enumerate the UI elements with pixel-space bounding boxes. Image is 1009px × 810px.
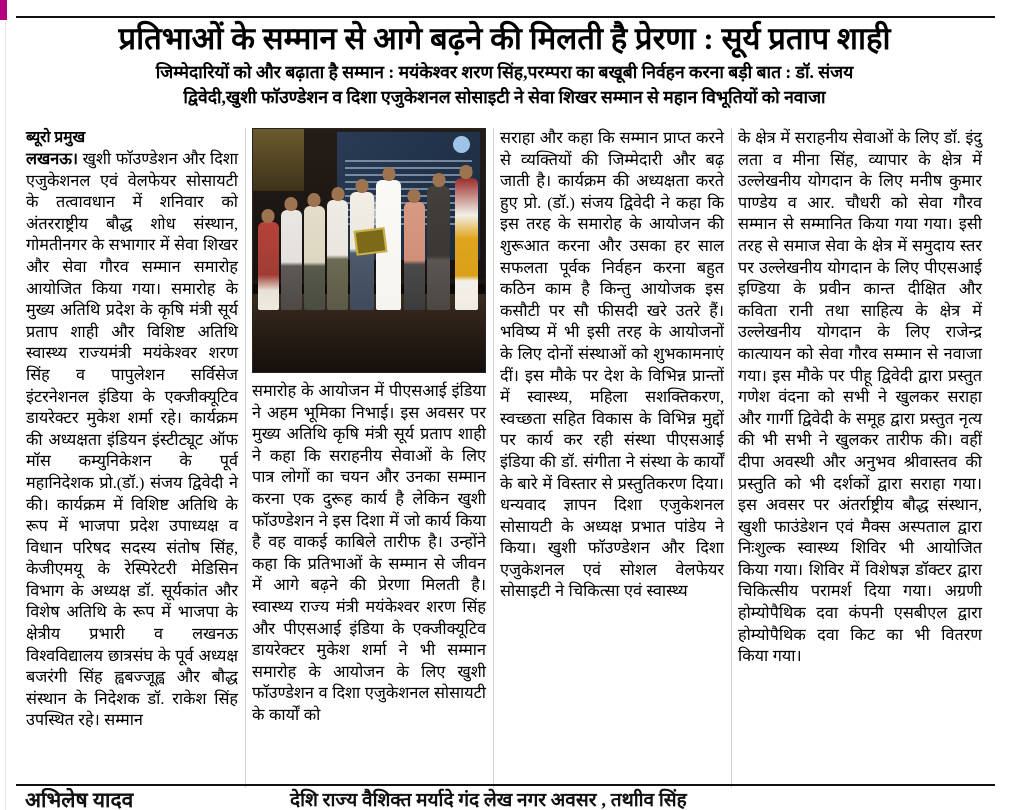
award-plaque [354,227,388,256]
subheadline-line-2: द्विवेदी,खुशी फाॅउण्डेशन व दिशा एजुकेशनल सोसाइटी ने सेवा शिखर सम्मान से महान विभूतियों को नवाजा [183,87,826,107]
banner-logo-icon [453,136,470,153]
page-left-margin [0,20,6,810]
photo-person-1 [258,222,279,310]
photo-person-2 [281,210,302,310]
photo-person-6-head [382,167,395,181]
page-edge-color-strip [0,0,7,20]
next-article-byline: अभिलेष यादव [25,788,134,810]
top-divider-rule [16,16,995,18]
column-1-body [26,149,238,732]
photo-person-8-head [432,173,445,187]
next-article-headline: देशि राज्य वैशिक्त मर्यादे गंद लेख नगर अवसर , तथाीव सिंह [290,790,687,810]
photo-left-wall-panel [253,129,304,191]
photo-person-9 [455,178,478,310]
column-1-text: खुशी फाॅउण्डेशन और दिशा एजुकेशनल एवं वेलफेयर सोसायटी के तत्वावधान में शनिवार को अंतरराष्ट्रीय बौद्ध शोध संस्थान, गोमतीनगर के सभागार में सेवा शिखर और सेवा गौरव सम्मान समारोह आयोजित किया गया। समारोह के मुख्य अतिथि प्रदेश के कृषि मंत्री सूर्य प्रताप शाही और विशिष्ट अतिथि स्वास्थ्य राज्यमंत्री मयंकेश्वर शरण सिंह व पापुलेशन सर्विसेज इंटरनेशनल इंडिया के एक्जीक्यूटिव डायरेक्टर मुकेश शर्मा रहे। कार्यक्रम की अध्यक्षता इंडियन इंस्टीट्यूट ऑफ मॉस कम्युनिकेशन के पूर्व महानिदेशक प्रो.(डॉ.) संजय द्विवेदी ने की। कार्यक्रम में विशिष्ट अतिथि के रूप में भाजपा प्रदेश उपाध्यक्ष व विधान परिषद सदस्य संतोष सिंह, केजीएमयू के रेस्पिरेटरी मेडिसिन विभाग के अध्यक्ष डॉ. सूर्यकांत और विशेष अतिथि के रूप में भाजपा के क्षेत्रीय प्रभारी व लखनऊ विश्वविद्यालय छात्रसंघ के पूर्व अध्यक्ष बजरंगी सिंह ह्वबज्जूह्व और बौद्ध संस्थान के निदेशक डॉ. राकेश सिंह उपस्थित रहे। सम्मान [26,150,239,730]
article-column-3 [493,128,731,788]
subheadline-line-1: जिम्मेदारियों को और बढ़ाता है सम्मान : मयंकेश्वर शरण सिंह,परम्परा का बखूबी निर्वहन करना बड़ी बात : डॉ. संजय [155,62,854,82]
dateline: लखनऊ। [26,150,79,168]
photo-person-7 [404,202,425,310]
event-photo [252,128,486,373]
bottom-divider-rule [16,784,995,786]
photo-person-7-head [408,189,421,203]
photo-person-9-head [460,165,473,179]
photo-person-3-head [308,193,321,207]
article-column-1 [20,128,245,788]
article-column-2 [245,128,493,788]
photo-person-3 [304,206,325,310]
column-4-body: के क्षेत्र में सराहनीय सेवाओं के लिए डॉ. इंदु लता व मीना सिंह, व्यापार के क्षेत्र में उल्लेखनीय योगदान के लिए मनीष कुमार पाण्डेय व आर. चौधरी को सेवा गौरव सम्मान से सम्मानित किया गया गया। इसी तरह से समाज सेवा के क्षेत्र में समुदाय स्तर पर उल्लेखनीय योगदान के लिए पीएसआई इण्डिया के प्रवीन कान्त दीक्षित और कविता रानी तथा साहित्य के क्षेत्र में उल्लेखनीय योगदान के लिए राजेन्द्र कात्यायन को सेवा गौरव सम्मान से नवाजा गया। इस मौके पर पीहू द्विवेदी द्वारा प्रस्तुत गणेश वंदना को सभी ने खुलकर सराहा और गार्गी द्विवेदी के समूह द्वारा प्रस्तुत नृत्य की भी सभी ने खुलकर तारीफ की। वहीं दीपा अवस्थी और अनुभव श्रीवास्तव की प्रस्तुति को भी दर्शकों द्वारा सराहा गया। इस अवसर पर अंतर्राष्ट्रीय बौद्ध संस्थान, खुशी फाउंडेशन एवं मैक्स अस्पताल द्वारा निःशुल्क स्वास्थ्य शिविर भी आयोजित किया गया। शिविर में विशेषज्ञ डॉक्टर द्वारा चिकित्सीय परामर्श दिया गया। अग्रणी होम्योपैथिक दवा कंपनी एसबीएल द्वारा होम्योपैथिक दवा किट का भी वितरण किया गया। [738,129,982,666]
photo-person-4 [327,200,348,310]
next-article-teaser [20,788,989,810]
photo-person-4-head [331,187,344,201]
photo-person-1-head [262,209,275,223]
article-subheadline [40,60,969,110]
article-columns [20,128,989,788]
reporter-byline: ब्यूरो प्रमुख [26,129,86,146]
column-2-body: समारोह के आयोजन में पीएसआई इंडिया ने अहम भूमिका निभाई। इस अवसर पर मुख्य अतिथि कृषि मंत्री सूर्य प्रताप शाही ने कहा कि सराहनीय सेवाओं के लिए पात्र लोगों का चयन और उनका सम्मान करना एक दुरूह कार्य है लेकिन खुशी फाॅउण्डेशन ने इस दिशा में जो कार्य किया है वह वाकई काबिले तारीफ है। उन्होंने कहा कि प्रतिभाओं के सम्मान से जीवन में आगे बढ़ने की प्रेरणा मिलती है। स्वास्थ्य राज्य मंत्री मयंकेश्वर शरण सिंह और पीएसआई इंडिया के एक्जीक्यूटिव डायरेक्टर मुकेश शर्मा ने भी सम्मान समारोह के आयोजन के लिए खुशी फाॅउण्डेशन व दिशा एजुकेशनल सोसायटी के कार्यों को [252,382,486,724]
photo-person-5-head [356,179,369,193]
article-headline: प्रतिभाओं के सम्मान से आगे बढ़ने की मिलती है प्रेरणा : सूर्य प्रताप शाही [118,21,891,56]
photo-person-2-head [285,197,298,211]
column-3-body: सराहा और कहा कि सम्मान प्राप्त करने से व्यक्तियों की जिम्मेदारी और बढ़ जाती है। कार्यक्रम की अध्यक्षता करते हुए प्रो. (डॉ.) संजय द्विवेदी ने कहा कि इस तरह के समारोह के आयोजन की शुरूआत करना और उसका हर साल सफलता पूर्वक निर्वहन करना बहुत कठिन काम है किन्तु आयोजक इस कसौटी पर सौ फीसदी खरे उतरे हैं। भविष्य में भी इसी तरह के आयोजनों के लिए दोनों संस्थाओं को शुभकामनाएं दीं। इस मौके पर देश के विभिन्न प्रान्तों में स्वास्थ्य, महिला सशक्तिकरण, स्वच्छता सहित विकास के विभिन्न मुद्दों पर कार्य कर रही संस्था पीएसआई इंडिया की डॉ. संगीता ने संस्था के कार्यों के बारे में विस्तार से प्रस्तुतिकरण दिया। धन्यवाद ज्ञापन दिशा एजुकेशनल सोसायटी के अध्यक्ष प्रभात पांडेय ने किया। खुशी फाॅउण्डेशन और दिशा एजुकेशनल एवं सोशल वेलफेयर सोसाइटी ने चिकित्सा एवं स्वास्थ्य [500,129,724,601]
article-column-4 [731,128,989,788]
photo-person-8 [427,186,450,310]
